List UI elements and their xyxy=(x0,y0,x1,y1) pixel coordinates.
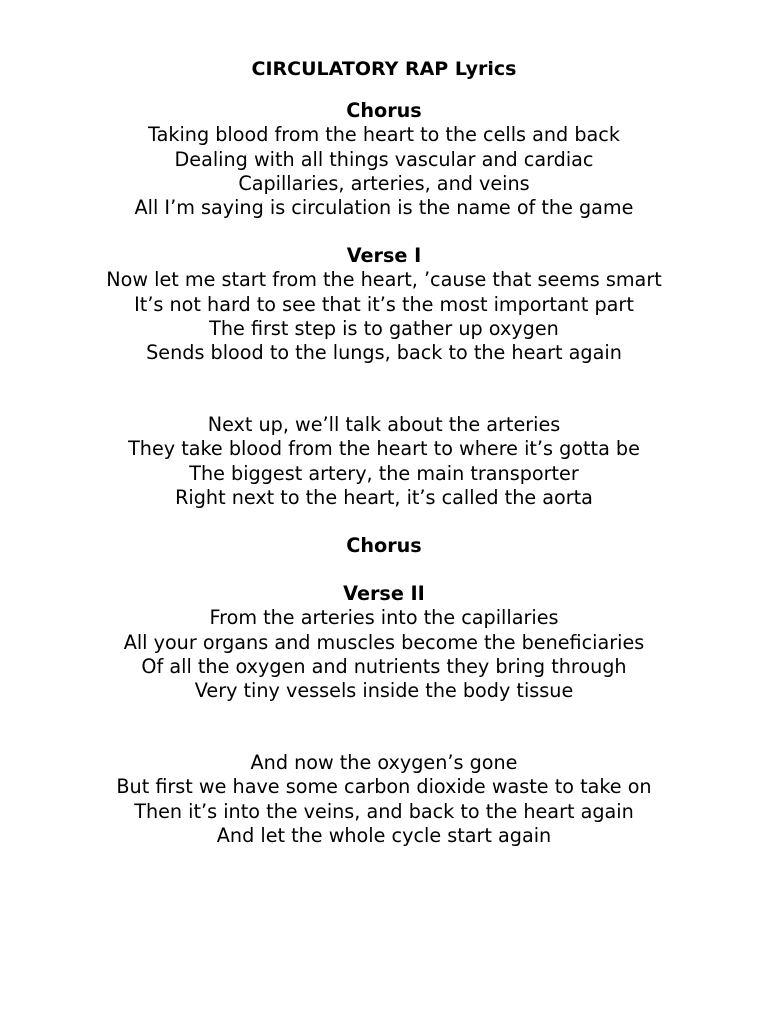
verse-1-stanza-2 xyxy=(100,413,668,510)
verse-1-stanza-1 xyxy=(100,244,668,365)
page-title: CIRCULATORY RAP Lyrics xyxy=(251,58,517,80)
chorus-heading: Chorus xyxy=(346,99,422,122)
lyric-line: But first we have some carbon dioxide waste to take on xyxy=(116,775,652,799)
chorus-repeat-section xyxy=(100,534,668,558)
lyric-line: The biggest artery, the main transporter xyxy=(189,461,579,485)
verse-2-stanza-1 xyxy=(100,582,668,703)
lyric-line: Next up, we’ll talk about the arteries xyxy=(207,413,561,436)
lyric-line: Of all the oxygen and nutrients they bring through xyxy=(141,654,627,678)
lyric-line: Dealing with all things vascular and cardiac xyxy=(174,147,594,171)
lyric-line: Then it’s into the veins, and back to the heart again xyxy=(134,799,634,823)
lyric-line: All your organs and muscles become the beneficiaries xyxy=(123,630,645,654)
lyric-line: Sends blood to the lungs, back to the heart again xyxy=(146,341,622,365)
lyric-line: From the arteries into the capillaries xyxy=(209,606,559,630)
lyric-line: It’s not hard to see that it’s the most important part xyxy=(134,292,634,316)
lyric-line: And now the oxygen’s gone xyxy=(250,751,518,774)
lyric-line: Right next to the heart, it’s called the aorta xyxy=(175,485,593,509)
lyric-line: Very tiny vessels inside the body tissue xyxy=(194,679,574,703)
verse-1-heading: Verse I xyxy=(346,244,422,267)
chorus-section xyxy=(100,99,668,220)
lyric-line: Now let me start from the heart, ’cause that seems smart xyxy=(106,268,662,292)
lyric-line: The first step is to gather up oxygen xyxy=(209,316,559,340)
lyric-line: All I’m saying is circulation is the name of the game xyxy=(134,196,634,220)
lyric-line: And let the whole cycle start again xyxy=(216,823,552,847)
lyric-line: Capillaries, arteries, and veins xyxy=(238,171,530,195)
chorus-repeat-heading: Chorus xyxy=(346,534,422,557)
lyric-line: They take blood from the heart to where it’s gotta be xyxy=(128,437,640,461)
verse-2-heading: Verse II xyxy=(343,582,425,605)
verse-2-stanza-2 xyxy=(100,751,668,848)
lyric-line: Taking blood from the heart to the cells and back xyxy=(148,123,620,147)
